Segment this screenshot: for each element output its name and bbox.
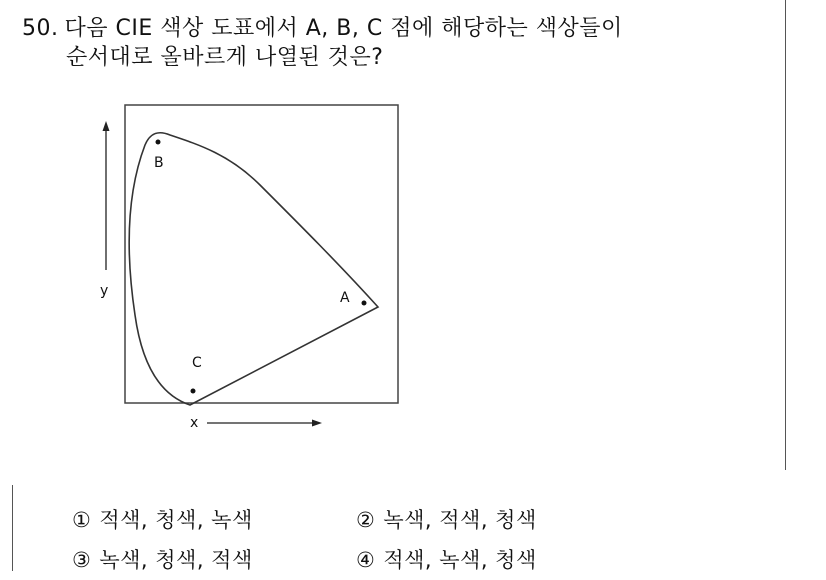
question-number: 50.: [22, 16, 59, 41]
answer-choices: [72, 500, 640, 580]
cie-diagram-figure: [90, 95, 410, 440]
question-stem-1: 다음 CIE 색상 도표에서 A, B, C 점에 해당하는 색상들이: [64, 16, 623, 41]
choice-4[interactable]: [356, 540, 640, 580]
question-stem-2: 순서대로 올바르게 나열된 것은?: [66, 45, 384, 70]
point-a-marker: [362, 301, 367, 306]
column-divider-right: [785, 0, 786, 470]
choice-1-number: ①: [72, 508, 92, 532]
x-axis-arrowhead: [312, 420, 322, 427]
choice-3-number: ③: [72, 548, 92, 572]
choice-4-text: 적색, 녹색, 청색: [383, 548, 537, 572]
choice-3-text: 녹색, 청색, 적색: [99, 548, 253, 572]
choice-2[interactable]: [356, 500, 640, 540]
choice-row-2: [72, 540, 640, 580]
choice-1-text: 적색, 청색, 녹색: [99, 508, 253, 532]
y-axis-arrowhead: [103, 121, 110, 131]
point-b-label: B: [154, 155, 164, 171]
point-a-label: A: [340, 290, 350, 306]
column-divider-left: [12, 485, 13, 571]
diagram-frame: [125, 105, 398, 403]
cie-diagram: [90, 95, 410, 440]
choice-4-number: ④: [356, 548, 376, 572]
point-b-marker: [156, 140, 161, 145]
point-c-label: C: [192, 355, 202, 371]
x-axis-label: x: [190, 415, 199, 431]
choice-3[interactable]: [72, 540, 356, 580]
choice-row-1: [72, 500, 640, 540]
question-text: [22, 14, 782, 72]
choice-2-number: ②: [356, 508, 376, 532]
spectral-locus-curve: [129, 133, 378, 405]
y-axis-label: y: [100, 283, 109, 299]
choice-2-text: 녹색, 적색, 청색: [383, 508, 537, 532]
point-c-marker: [191, 389, 196, 394]
choice-1[interactable]: [72, 500, 356, 540]
question-line-1: [22, 14, 782, 43]
